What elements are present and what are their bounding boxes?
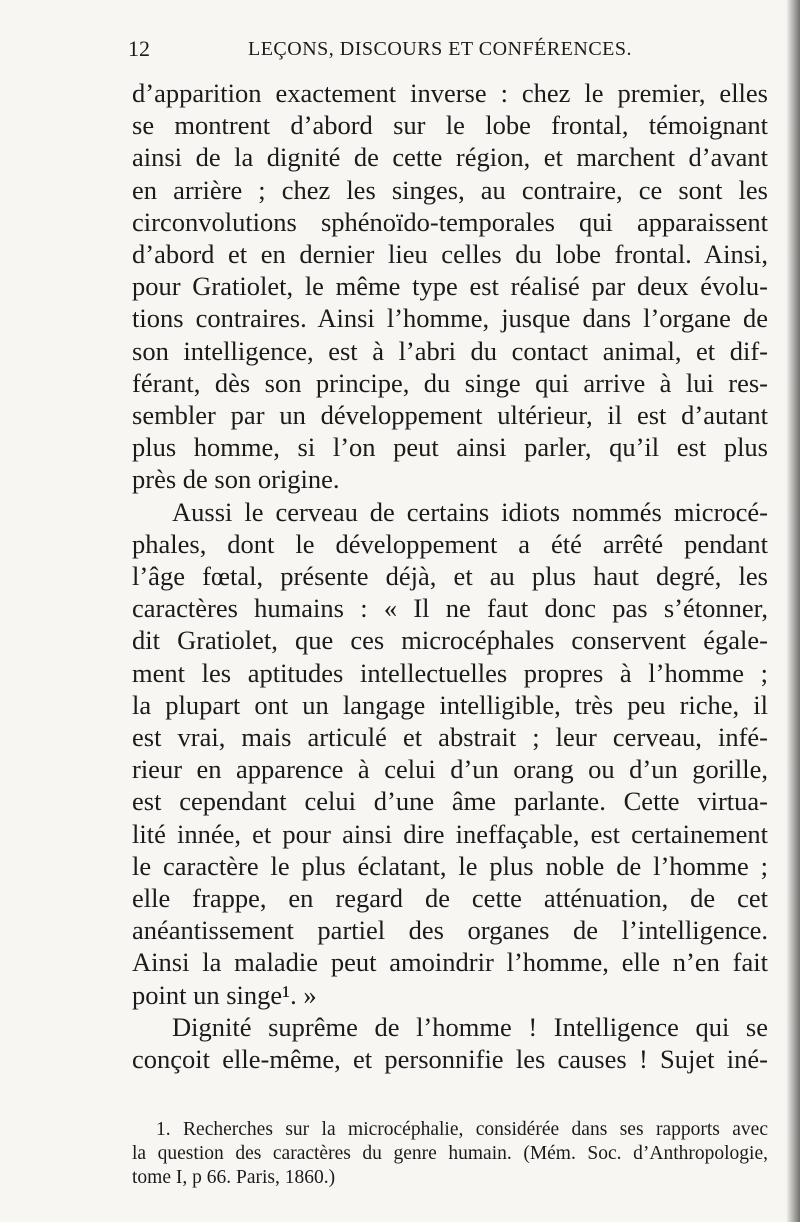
page-header <box>128 36 768 66</box>
text-line: sembler par un développement ultérieur, il est d’autant <box>132 400 768 431</box>
text-line: est vrai, mais articulé et abstrait ; leur cerveau, infé- <box>132 722 768 753</box>
text-line: l’âge fœtal, présente déjà, et au plus haut degré, les <box>132 561 768 592</box>
text-line: rieur en apparence à celui d’un orang ou d’un gorille, <box>132 754 768 785</box>
page-edge-shadow <box>786 0 800 1222</box>
running-head: LEÇONS, DISCOURS ET CONFÉRENCES. <box>248 38 633 60</box>
text-line: elle frappe, en regard de cette atténuation, de cet <box>132 883 768 914</box>
text-line: conçoit elle-même, et personnifie les causes ! Sujet iné- <box>132 1044 768 1075</box>
page-number: 12 <box>128 36 150 61</box>
text-line: son intelligence, est à l’abri du contact animal, et dif- <box>132 335 768 366</box>
body-text <box>132 77 768 1075</box>
text-line: circonvolutions sphénoïdo-temporales qui apparaissent <box>132 206 768 237</box>
text-line: Dignité suprême de l’homme ! Intelligence qui se <box>172 1011 768 1042</box>
text-line: pour Gratiolet, le même type est réalisé par deux évolu- <box>132 271 768 302</box>
footnote-line: tome I, p 66. Paris, 1860.) <box>132 1167 336 1188</box>
footnote-line: la question des caractères du genre humain. (Mém. Soc. d’Anthropologie, <box>132 1143 768 1164</box>
text-line: se montrent d’abord sur le lobe frontal, témoignant <box>132 110 768 141</box>
text-line: d’abord et en dernier lieu celles du lobe frontal. Ainsi, <box>132 239 768 270</box>
text-line: tions contraires. Ainsi l’homme, jusque dans l’organe de <box>132 303 768 334</box>
text-line: anéantissement partiel des organes de l’intelligence. <box>132 915 768 946</box>
text-line: la plupart ont un langage intelligible, très peu riche, il <box>132 689 768 720</box>
text-line: phales, dont le développement a été arrêté pendant <box>132 528 768 559</box>
text-line: Ainsi la maladie peut amoindrir l’homme, elle n’en fait <box>132 947 768 978</box>
text-line: Aussi le cerveau de certains idiots nommés microcé- <box>172 496 768 527</box>
text-line: caractères humains : « Il ne faut donc pas s’étonner, <box>132 593 768 624</box>
footnote-line: 1. Recherches sur la microcéphalie, considérée dans ses rapports avec <box>156 1119 768 1140</box>
text-line: près de son origine. <box>132 464 340 495</box>
text-line: ainsi de la dignité de cette région, et marchent d’avant <box>132 142 768 173</box>
footnotes <box>132 1118 768 1190</box>
text-line: ment les aptitudes intellectuelles propres à l’homme ; <box>132 657 768 688</box>
text-line: férant, dès son principe, du singe qui arrive à lui res- <box>132 367 768 398</box>
text-line: dit Gratiolet, que ces microcéphales conservent égale- <box>132 625 768 656</box>
text-line: d’apparition exactement inverse : chez le premier, elles <box>132 78 768 108</box>
text-line: point un singe¹. » <box>132 979 317 1010</box>
text-line: en arrière ; chez les singes, au contraire, ce sont les <box>132 174 768 205</box>
text-line: plus homme, si l’on peut ainsi parler, qu’il est plus <box>132 432 768 463</box>
text-line: le caractère le plus éclatant, le plus noble de l’homme ; <box>132 850 768 881</box>
text-line: lité innée, et pour ainsi dire ineffaçable, est certainement <box>132 818 768 849</box>
text-line: est cependant celui d’une âme parlante. Cette virtua- <box>132 786 768 817</box>
